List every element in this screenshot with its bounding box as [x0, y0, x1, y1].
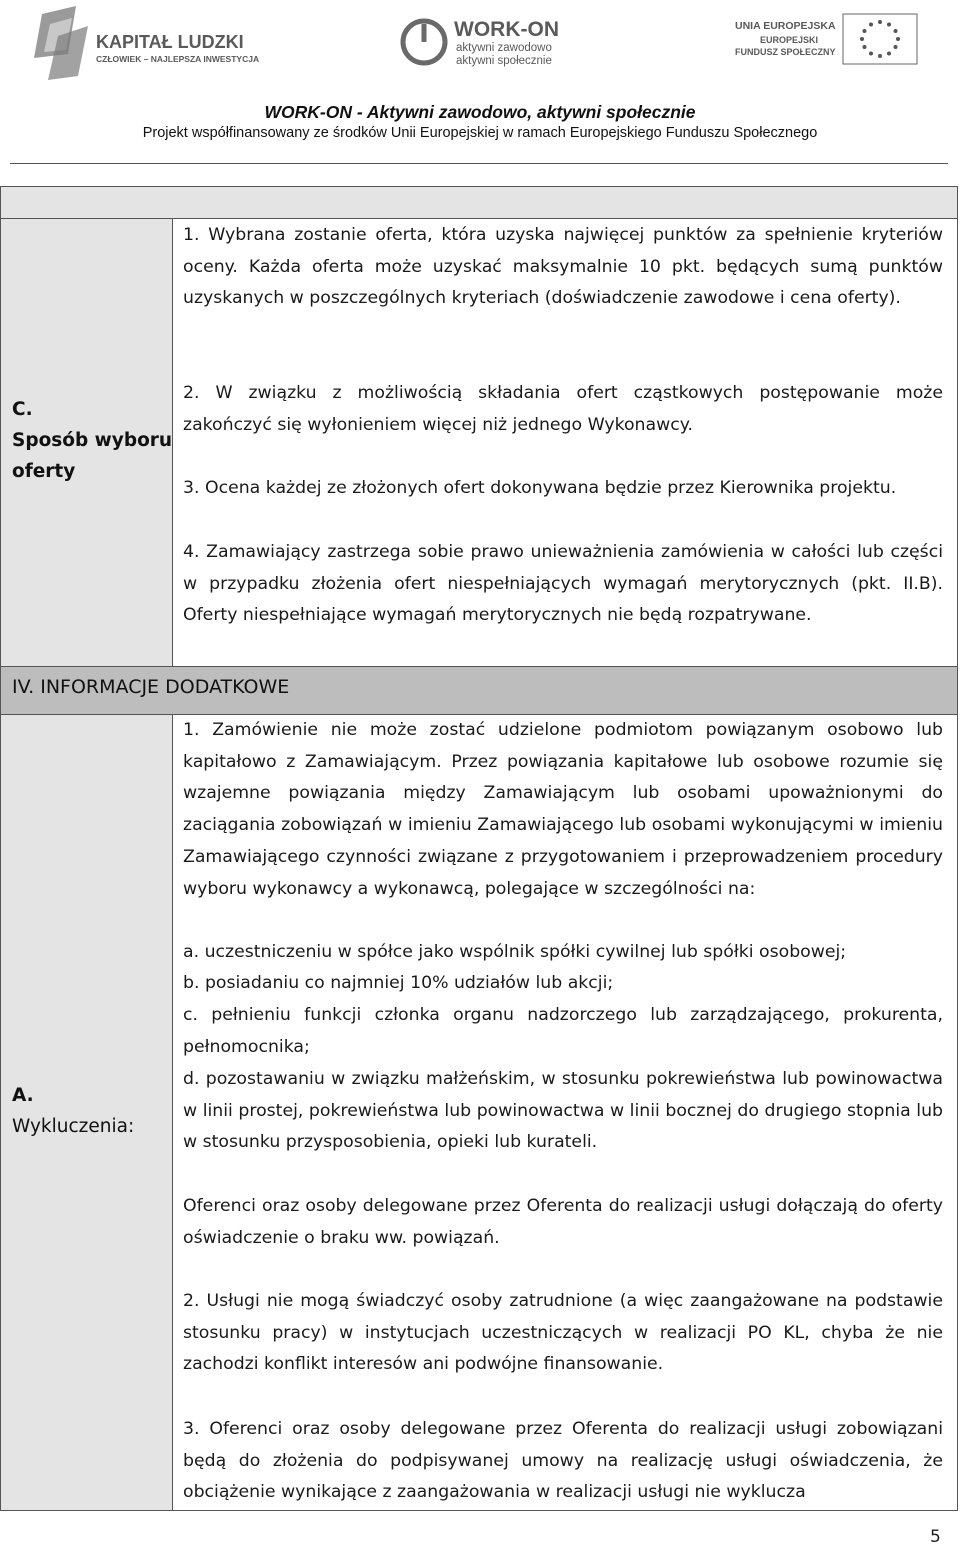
page-number: 5 [930, 1527, 941, 1547]
logo-mid-name: WORK-ON [454, 18, 559, 41]
section-c-letter: C. [12, 399, 33, 420]
work-on-logo [400, 12, 600, 72]
section-a-label-line1: Wykluczenia: [12, 1116, 135, 1137]
exclusions-paragraph-3: 3. Oferenci oraz osoby delegowane przez Oferenta do realizacji usługi zobowiązani będą do złożenia do podpisywanej umowy na realizację usługi oświadczenia, że obciążenie wynikające z zaangażowania w realizacji usługi nie wyklucza [183, 1419, 943, 1503]
exclusions-item-a: a. uczestniczeniu w spółce jako wspólnik spółki cywilnej lub spółki osobowej; [183, 942, 847, 962]
logo-left-line1: KAPITAŁ LUDZKI [96, 32, 244, 52]
exclusions-oferenci: Oferenci oraz osoby delegowane przez Oferenta do realizacji usługi dołączają do oferty oświadczenie o braku ww. powiązań. [183, 1196, 943, 1248]
section-iv-title: IV. INFORMACJE DODATKOWE [12, 676, 290, 698]
logo-right-line2: EUROPEJSKI [760, 35, 819, 45]
header-divider [10, 163, 948, 164]
logo-right-line3: FUNDUSZ SPOŁECZNY [735, 47, 836, 57]
exclusions-paragraph-2: 2. Usługi nie mogą świadczyć osoby zatrudnione (a więc zaangażowane na podstawie stosunku pracy) w instytucjach uczestniczących w realizacji PO KL, chyba że nie zachodzi konflikt interesów ani podwójne finansowanie. [183, 1291, 943, 1375]
section-c-paragraph-3: 3. Ocena każdej ze złożonych ofert dokonywana będzie przez Kierownika projektu. [183, 478, 897, 498]
section-c-label [12, 394, 172, 487]
exclusions-item-d: d. pozostawaniu w związku małżeńskim, w stosunku pokrewieństwa lub powinowactwa w linii prostej, pokrewieństwa lub powinowactwa w linii bocznej do drugiego stopnia lub w stosunku przysposobienia, opieki lub kurateli. [183, 1069, 943, 1153]
logo-mid-tag1: aktywni zawodowo [456, 42, 552, 54]
section-a-letter: A. [12, 1085, 34, 1106]
section-iv-bar [0, 666, 958, 715]
exclusions-paragraph-1: 1. Zamówienie nie może zostać udzielone podmiotom powiązanym osobowo lub kapitałowo z Zamawiającym. Przez powiązania kapitałowe lub osobowe rozumie się wzajemne powiązania między Zamawiającym lub osobami upoważnionymi do zaciągania zobowiązań w imieniu Zamawiającego lub osobami wykonującymi w imieniu Zamawiającego czynności związane z przygotowaniem i przeprowadzeniem procedury wyboru wykonawcy a wykonawcą, polegające w szczególności na: [183, 720, 943, 899]
kapital-ludzki-logo [28, 6, 278, 80]
section-c-label-line2: oferty [12, 461, 76, 482]
eu-logo [735, 12, 920, 68]
section-c-paragraph-4: 4. Zamawiający zastrzega sobie prawo unieważnienia zamówienia w całości lub części w przypadku złożenia ofert niespełniających wymagań merytorycznych (pkt. II.B). Oferty niespełniające wymagań merytorycznych nie będą rozpatrywane. [183, 542, 943, 626]
page-header [0, 0, 960, 165]
section-c-paragraph-2: 2. W związku z możliwością składania ofert cząstkowych postępowanie może zakończyć się wyłonieniem więcej niż jednego Wykonawcy. [183, 383, 943, 435]
section-c-paragraph-1: 1. Wybrana zostanie oferta, która uzyska najwięcej punktów za spełnienie kryteriów oceny. Każda oferta może uzyskać maksymalnie 10 pkt. będących sumą punktów uzyskanych w poszczególnych kryteriach (doświadczenie zawodowe i cena oferty). [183, 225, 943, 309]
section-c-label-line1: Sposób wyboru [12, 430, 173, 451]
table-top-strip [0, 186, 958, 219]
exclusions-item-b: b. posiadaniu co najmniej 10% udziałów lub akcji; [183, 973, 614, 993]
logo-mid-tag2: aktywni społecznie [456, 55, 552, 67]
exclusions-item-c: c. pełnieniu funkcji członka organu nadzorczego lub zarządzającego, prokurenta, pełnomocnika; [183, 1005, 943, 1057]
header-title: WORK-ON - Aktywni zawodowo, aktywni społecznie [264, 102, 696, 122]
section-a-label [12, 1080, 134, 1142]
header-subtitle: Projekt współfinansowany ze środków Unii Europejskiej w ramach Europejskiego Funduszu Społecznego [142, 125, 818, 141]
logo-left-line2: CZŁOWIEK – NAJLEPSZA INWESTYCJA [96, 54, 260, 64]
logo-right-line1: UNIA EUROPEJSKA [735, 20, 836, 32]
